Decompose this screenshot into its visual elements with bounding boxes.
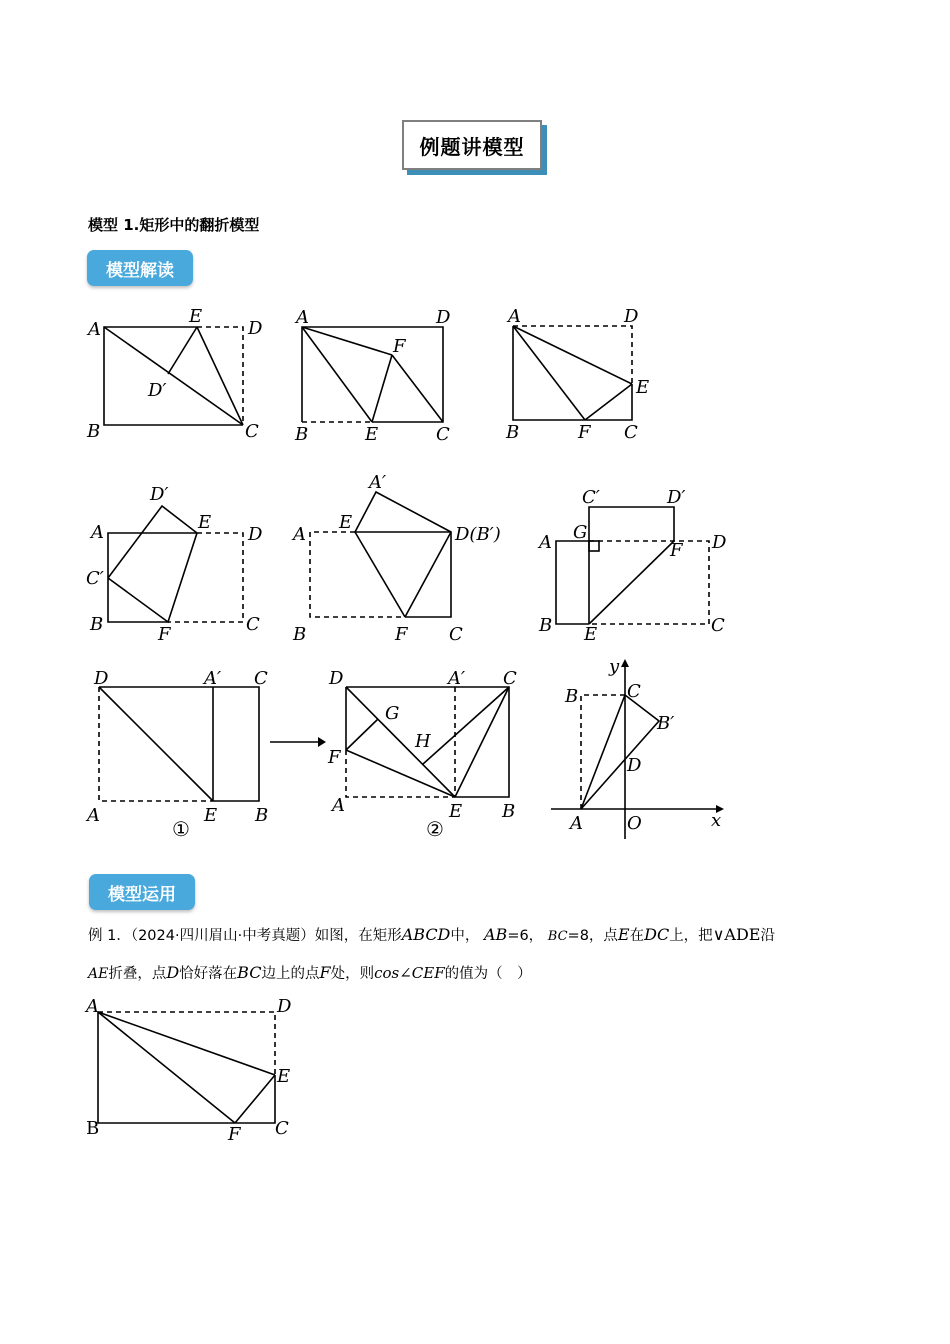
- label-D: D: [712, 532, 727, 553]
- label-E: E: [339, 512, 353, 533]
- label-Dp: D′: [667, 487, 686, 508]
- label-A: A: [86, 996, 99, 1017]
- math-triangle: ∨ADE: [712, 925, 761, 944]
- label-C: C: [711, 615, 725, 636]
- label-D: D: [624, 306, 639, 327]
- figure-2: [294, 307, 451, 445]
- problem-text: 边上的点: [261, 966, 320, 982]
- problem-text: 在: [629, 928, 645, 944]
- math-cos: cos∠CEF: [374, 964, 445, 982]
- label-C: C: [436, 424, 450, 445]
- label-A: A: [88, 319, 101, 340]
- label-B: B: [295, 424, 309, 445]
- tag-model-interpretation: 模型解读: [87, 250, 193, 286]
- math-bc: BC: [237, 963, 262, 982]
- problem-text: =6，: [507, 928, 544, 944]
- problem-text: 的值为（ ）: [444, 966, 532, 982]
- problem-text: 上，把: [669, 928, 713, 944]
- label-A: A: [91, 522, 104, 543]
- label-D: D: [436, 307, 451, 328]
- figure-7: [85, 668, 268, 841]
- label-C: C: [624, 422, 638, 443]
- math-f: F: [319, 963, 331, 982]
- label-B: B: [506, 422, 520, 443]
- label-F: F: [328, 747, 341, 768]
- label-A: A: [87, 805, 100, 826]
- figure-6: [537, 487, 727, 645]
- label-Cp: C′: [582, 487, 600, 508]
- label-F: F: [393, 336, 406, 357]
- label-circle-2: ②: [426, 817, 444, 841]
- label-Ap: A′: [204, 668, 222, 689]
- label-B: B: [87, 421, 101, 442]
- label-C: C: [275, 1118, 289, 1139]
- math-rect: ABCD: [401, 925, 451, 944]
- label-A: A: [508, 306, 521, 327]
- label-B: B: [539, 615, 553, 636]
- label-H: H: [415, 731, 431, 752]
- math-bc: BC: [547, 929, 568, 944]
- label-A: A: [570, 813, 583, 834]
- label-D: D: [248, 318, 263, 339]
- label-G: G: [385, 703, 400, 724]
- label-E: E: [636, 377, 650, 398]
- label-Ap: A′: [448, 668, 466, 689]
- problem-line-1: [88, 924, 775, 945]
- label-F: F: [228, 1124, 241, 1145]
- label-B: B: [90, 614, 104, 635]
- label-A: A: [293, 524, 306, 545]
- label-Ap: A′: [369, 472, 387, 493]
- label-E: E: [189, 306, 203, 327]
- math-e: E: [617, 925, 630, 944]
- label-circle-1: ①: [172, 817, 190, 841]
- figure-9: [551, 656, 724, 839]
- label-F: F: [395, 624, 408, 645]
- problem-text: 中，: [450, 928, 480, 944]
- label-C: C: [449, 624, 463, 645]
- figure-problem: [84, 996, 292, 1145]
- label-D: D: [329, 668, 344, 689]
- label-D: D: [627, 755, 642, 776]
- label-O: O: [627, 813, 642, 834]
- problem-line-2: [88, 962, 532, 983]
- label-F: F: [670, 540, 683, 561]
- label-B: B: [565, 686, 579, 707]
- problem-text: 沿: [760, 928, 775, 944]
- label-x: x: [711, 810, 722, 831]
- problem-text: =8，点: [567, 928, 618, 944]
- problem-text: 处，则: [330, 966, 375, 982]
- label-D: D: [94, 668, 109, 689]
- section-title: 例题讲模型: [402, 120, 542, 170]
- model-heading: 模型 1.矩形中的翻折模型: [88, 216, 260, 234]
- label-C: C: [503, 668, 517, 689]
- math-ae: AE: [88, 966, 109, 982]
- label-Dp: D′: [150, 484, 169, 505]
- label-C: C: [245, 421, 259, 442]
- label-B: B: [502, 801, 516, 822]
- label-E: E: [584, 624, 598, 645]
- problem-text: 折叠，点: [108, 966, 167, 982]
- label-E: E: [277, 1066, 291, 1087]
- label-F: F: [158, 624, 171, 645]
- label-A: A: [332, 795, 345, 816]
- label-F: F: [578, 422, 591, 443]
- label-C: C: [627, 681, 641, 702]
- tag-model-application: 模型运用: [89, 874, 195, 910]
- label-C: C: [246, 614, 260, 635]
- math-dc: DC: [644, 925, 670, 944]
- label-Dp: D′: [148, 380, 167, 401]
- label-B: B: [86, 1118, 100, 1139]
- label-A: A: [539, 532, 552, 553]
- figure-1: [86, 306, 263, 442]
- label-E: E: [365, 424, 379, 445]
- label-D: D: [248, 524, 263, 545]
- figure-5: [291, 472, 501, 645]
- problem-text: 恰好落在: [179, 966, 238, 982]
- label-E: E: [449, 801, 463, 822]
- problem-prefix: 例 1．（2024·四川眉山·中考真题）如图，在矩形: [88, 928, 402, 944]
- label-B: B: [255, 805, 269, 826]
- figure-4: [86, 484, 263, 645]
- math-ab: AB: [484, 925, 508, 944]
- label-B: B: [293, 624, 307, 645]
- label-C: C: [254, 668, 268, 689]
- label-E: E: [204, 805, 218, 826]
- figure-3: [505, 306, 649, 443]
- label-y: y: [609, 656, 620, 677]
- math-d: D: [166, 963, 180, 982]
- label-DBp: D(B′): [455, 524, 501, 545]
- label-Bp: B′: [657, 713, 675, 734]
- arrow-icon: [270, 737, 326, 747]
- label-E: E: [198, 512, 212, 533]
- label-D: D: [277, 996, 292, 1017]
- label-G: G: [573, 522, 588, 543]
- label-A: A: [296, 307, 309, 328]
- label-Cp: C′: [86, 568, 104, 589]
- figure-8: [327, 668, 517, 841]
